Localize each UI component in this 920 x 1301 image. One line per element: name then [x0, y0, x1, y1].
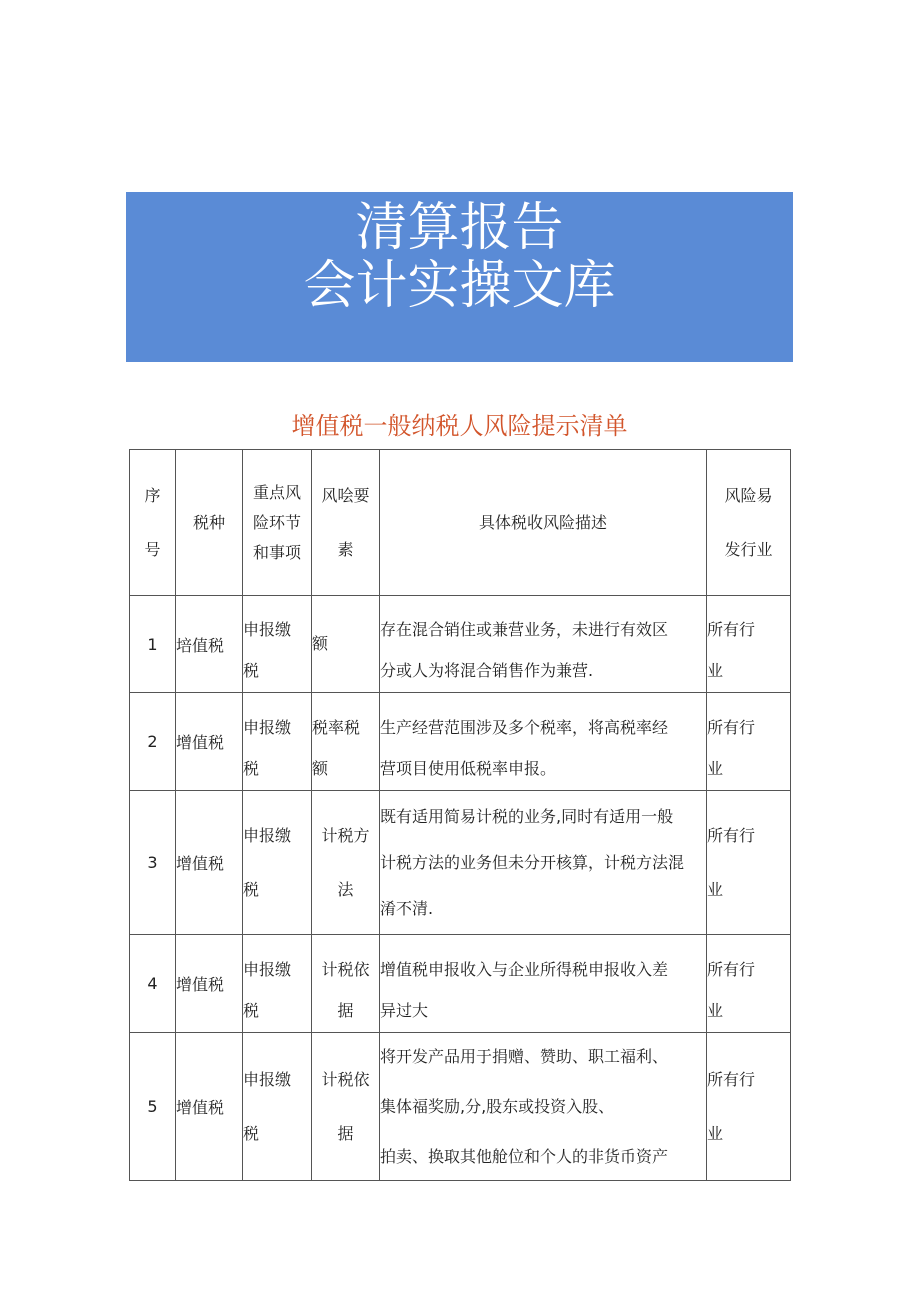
header-link-line: 和事项 [252, 542, 301, 562]
row-factor [312, 791, 380, 935]
row-industry-line: 所有行 [707, 1069, 756, 1089]
table-row [130, 693, 791, 791]
row-tax: 增值税 [176, 935, 243, 1033]
header-link-line: 险环节 [252, 512, 301, 532]
row-link [243, 693, 312, 791]
row-description-line: 计税方法的业务但未分开核算，计税方法混 [380, 852, 685, 872]
header-factor-line: 素 [337, 539, 354, 559]
row-industry-line: 所有行 [707, 959, 756, 979]
row-factor-line: 据 [337, 1000, 354, 1020]
row-tax: 增值税 [176, 693, 243, 791]
row-factor-line: 计税方 [321, 825, 370, 845]
row-no: 4 [130, 935, 176, 1033]
row-link-line: 税 [243, 758, 260, 778]
row-link [243, 935, 312, 1033]
header-link-line: 重点风 [252, 482, 301, 502]
row-description [380, 693, 707, 791]
row-industry-line: 业 [707, 1000, 724, 1020]
row-factor [312, 693, 380, 791]
row-no: 2 [130, 693, 176, 791]
table-row [130, 1033, 791, 1181]
row-description [380, 935, 707, 1033]
row-link-line: 税 [243, 1000, 260, 1020]
header-no-line: 序 [144, 485, 161, 505]
header-industry-line: 发行业 [724, 539, 773, 559]
row-industry [707, 935, 791, 1033]
row-no: 5 [130, 1033, 176, 1181]
row-factor [312, 1033, 380, 1181]
row-no: 3 [130, 791, 176, 935]
row-tax: 增值税 [176, 1033, 243, 1181]
row-description-line: 拍卖、换取其他舱位和个人的非货币资产 [380, 1146, 669, 1166]
row-link [243, 1033, 312, 1181]
row-industry-line: 业 [707, 661, 724, 680]
row-factor-line: 计税依 [321, 959, 370, 979]
title-banner [126, 192, 793, 362]
table-row [130, 935, 791, 1033]
row-description-line: 生产经营范围涉及多个税率，将高税率经 [380, 717, 669, 737]
row-link [243, 596, 312, 693]
header-industry-line: 风险易 [724, 485, 773, 505]
row-description [380, 791, 707, 935]
row-industry-line: 业 [707, 879, 724, 899]
row-factor-line: 据 [337, 1123, 354, 1143]
row-description-line: 异过大 [380, 1000, 429, 1020]
header-link [243, 450, 312, 596]
banner-title-line2: 会计实操文库 [303, 256, 616, 316]
row-description-line: 将开发产品用于捐赠、赞助、职工福利、 [380, 1046, 669, 1066]
row-link-line: 申报缴 [243, 1069, 292, 1089]
row-link-line: 税 [243, 1123, 260, 1143]
row-link-line: 申报缴 [243, 825, 292, 845]
row-description-line: 淆不清. [380, 898, 434, 918]
row-link-line: 税 [243, 661, 260, 680]
header-factor [312, 450, 380, 596]
header-no [130, 450, 176, 596]
row-link-line: 税 [243, 879, 260, 899]
row-factor-line: 税率税 [312, 717, 361, 737]
row-industry-line: 业 [707, 758, 724, 778]
row-industry-line: 所有行 [707, 825, 756, 845]
row-link-line: 申报缴 [243, 959, 292, 979]
row-tax: 增值税 [176, 791, 243, 935]
row-link-line: 申报缴 [243, 717, 292, 737]
row-industry [707, 791, 791, 935]
table-header-row [130, 450, 791, 596]
row-no: 1 [130, 596, 176, 693]
table-row [130, 791, 791, 935]
document-title: 增值税一般纳税人风险提示清单 [291, 412, 628, 440]
header-industry [707, 450, 791, 596]
banner-title-line1: 清算报告 [355, 198, 564, 258]
row-factor [312, 596, 380, 693]
header-factor-line: 风哙要 [321, 485, 370, 505]
header-description-line: 具体税收风险描述 [478, 512, 607, 532]
table-row [130, 596, 791, 693]
row-description-line: 集体福奖励,分,股东或投资入股、 [380, 1096, 615, 1116]
header-tax-line: 税种 [192, 512, 225, 532]
row-industry [707, 693, 791, 791]
row-description-line: 存在混合销住或兼营业务，未进行有效区 [380, 620, 669, 639]
row-factor [312, 935, 380, 1033]
row-description [380, 596, 707, 693]
row-factor-line: 额 [312, 634, 329, 653]
row-industry-line: 业 [707, 1123, 724, 1143]
row-description-line: 既有适用简易计税的业务,同时有适用一般 [380, 806, 674, 826]
row-factor-line: 法 [337, 879, 354, 899]
row-factor-line: 额 [312, 758, 329, 778]
row-industry-line: 所有行 [707, 717, 756, 737]
header-description [380, 450, 707, 596]
row-description-line: 分或人为将混合销售作为兼营. [380, 661, 594, 680]
row-link [243, 791, 312, 935]
row-description-line: 营项目使用低税率申报。 [380, 758, 557, 778]
row-industry-line: 所有行 [707, 620, 756, 639]
row-description-line: 增值税申报收入与企业所得税申报收入差 [380, 959, 669, 979]
row-factor-line: 计税依 [321, 1069, 370, 1089]
row-industry [707, 596, 791, 693]
header-tax [176, 450, 243, 596]
row-description [380, 1033, 707, 1181]
risk-table [129, 449, 791, 1181]
row-tax: 培值税 [176, 596, 243, 693]
row-link-line: 申报缴 [243, 620, 292, 639]
header-no-line: 号 [144, 539, 161, 559]
row-industry [707, 1033, 791, 1181]
